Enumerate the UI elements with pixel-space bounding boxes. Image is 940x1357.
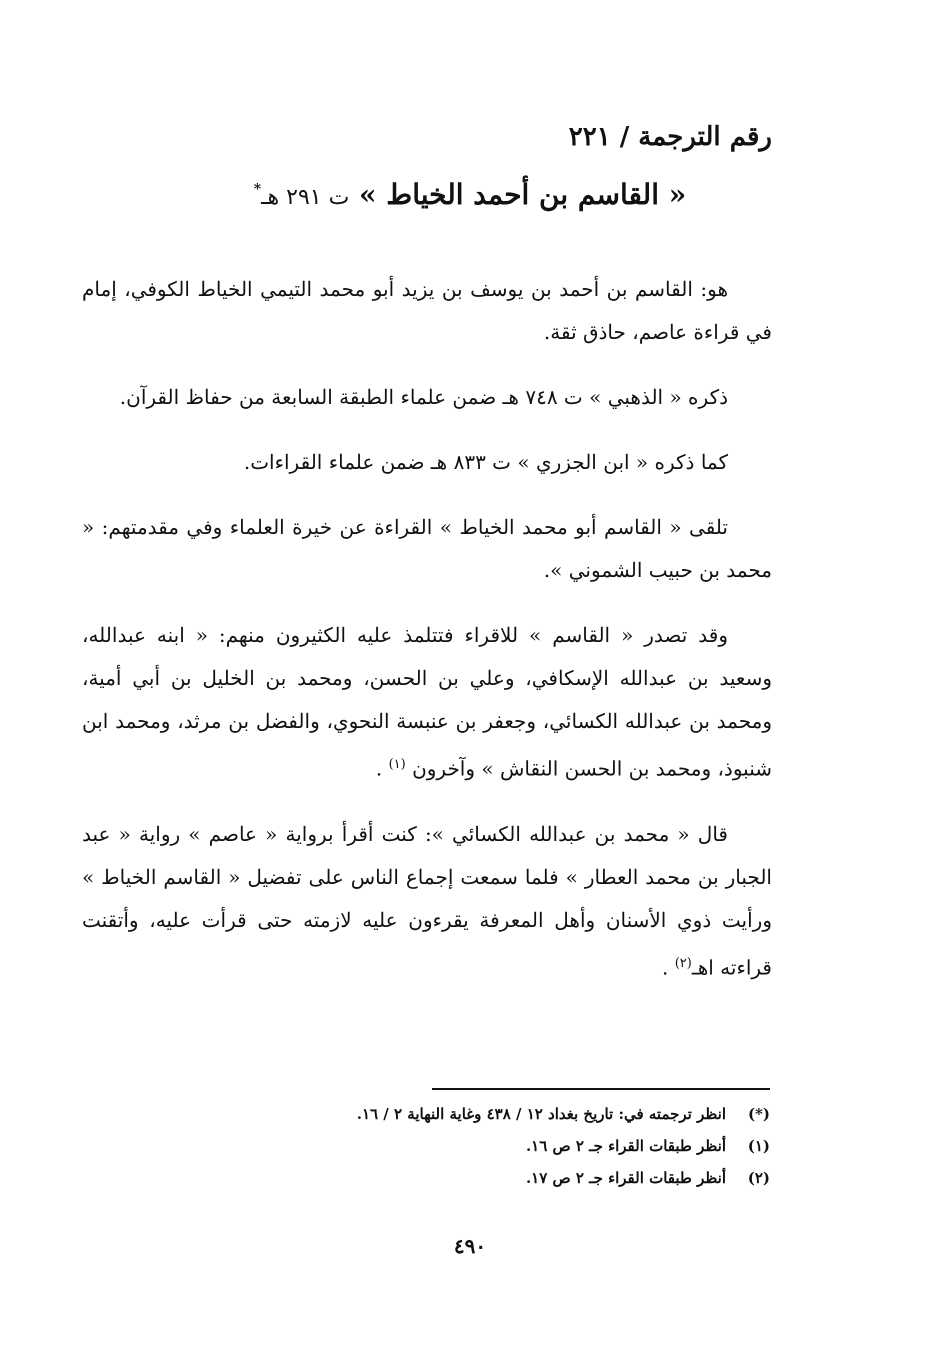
footnote-ref-1: (١) — [388, 757, 406, 772]
entry-title-date: ت ٢٩١ هـ — [261, 185, 350, 210]
entry-number: رقم الترجمة / ٢٢١ — [568, 122, 772, 152]
title-footnote-marker: * — [253, 181, 262, 198]
footnote-marker: (٢) — [747, 1169, 770, 1187]
footnote-2 — [300, 1162, 770, 1194]
footnote-marker: (١) — [747, 1137, 770, 1155]
footnote-text: أنظر طبقات القراء جـ ٢ ص ١٦. — [525, 1137, 726, 1155]
page-number: ٤٩٠ — [453, 1234, 487, 1258]
footnote-1 — [300, 1130, 770, 1162]
body-text — [82, 268, 772, 1011]
footnote-divider — [432, 1088, 770, 1090]
footnote-marker: (*) — [747, 1105, 770, 1123]
paragraph-kisai-quote: قال « محمد بن عبدالله الكسائي »: كنت أقرأ برواية « عاصم » رواية « عبد الجبار بن محمد العطار » فلما سمعت إجماع الناس على تفضيل « القاسم الخياط » ورأيت ذوي الأسنان وأهل المعرفة يقرءون عليه لازمته حتى قرأت عليه، وأتقنت قراءته اهـ$^{(٢)}$ . — [82, 821, 772, 980]
paragraph-students: وقد تصدر « القاسم » للاقراء فتتلمذ عليه الكثيرون منهم: « ابنه عبدالله، وسعيد بن عبدالله الإسكافي، وعلي بن الحسن، ومحمد بن الخليل بن أبي أمية، ومحمد بن عبدالله الكسائي، وجعفر بن عنبسة النحوي، والفضل بن مرثد، ومحمد ابن شنبوذ، ومحمد بن الحسن النقاش » وآخرون $^{(١)}$ . — [82, 623, 772, 781]
paragraph-dhahabi: ذكره « الذهبي » ت ٧٤٨ هـ ضمن علماء الطبقة السابعة من حفاظ القرآن. — [119, 385, 728, 409]
footnote-text: أنظر طبقات القراء جـ ٢ ص ١٧. — [525, 1169, 726, 1187]
paragraph-ibn-jazari: كما ذكره « ابن الجزري » ت ٨٣٣ هـ ضمن علماء القراءات. — [243, 450, 728, 474]
footnote-ref-2: (٢) — [674, 955, 692, 971]
entry-title-name: « القاسم بن أحمد الخياط » — [359, 178, 687, 211]
entry-title — [0, 178, 940, 211]
paragraph-identity: هو: القاسم بن أحمد بن يوسف بن يزيد أبو محمد التيمي الخياط الكوفي، إمام في قراءة عاصم، حاذق ثقة. — [82, 277, 772, 344]
footnote-text: انظر ترجمته في: تاريخ بغداد ١٢ / ٤٣٨ وغاية النهاية ٢ / ١٦. — [356, 1105, 726, 1123]
paragraph-teachers: تلقى « القاسم أبو محمد الخياط » القراءة عن خيرة العلماء وفي مقدمتهم: « محمد بن حبيب الشموني ». — [82, 515, 772, 582]
footnote-star — [300, 1098, 770, 1130]
footnotes — [300, 1098, 770, 1194]
